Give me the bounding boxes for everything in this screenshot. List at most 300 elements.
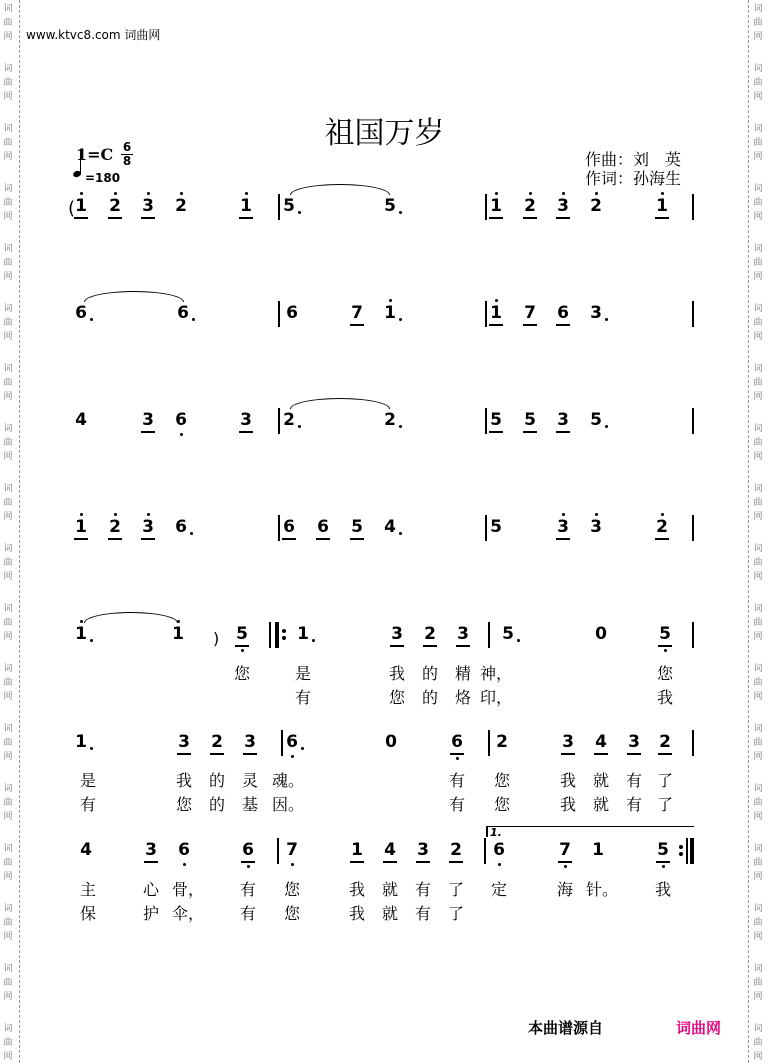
note: 1: [172, 624, 184, 644]
watermark-char: 曲: [753, 1038, 763, 1048]
augmentation-dot: [399, 425, 402, 428]
watermark-char: 曲: [753, 138, 763, 148]
lyric-char: 有: [448, 795, 465, 814]
watermark-char: 词: [753, 904, 763, 914]
watermark-char: 曲: [3, 618, 13, 628]
note: 4: [384, 517, 396, 537]
note: 1: [297, 624, 309, 644]
underline: [450, 753, 464, 755]
note: 3: [142, 517, 154, 537]
lyric-char: 心: [142, 880, 159, 899]
watermark-char: 曲: [753, 378, 763, 388]
low-octave-dot: [291, 863, 294, 866]
underline: [658, 645, 672, 647]
time-sig-bottom: 8: [122, 154, 132, 168]
lyric-char: 是: [294, 664, 311, 683]
note: 5: [490, 410, 502, 430]
note: 1: [75, 624, 87, 644]
bar-line: [485, 408, 487, 434]
bar-line: [278, 408, 280, 434]
lyric-char: 的: [208, 771, 225, 790]
underline: [489, 431, 503, 433]
lyric-char: 了: [656, 771, 673, 790]
watermark-char: 网: [3, 572, 13, 582]
underline: [656, 861, 670, 863]
watermark-char: 网: [753, 572, 763, 582]
watermark-char: 网: [3, 632, 13, 642]
watermark-char: 词: [753, 304, 763, 314]
lyric-char: 您: [283, 904, 300, 923]
lyric-char: 伞，: [172, 904, 205, 923]
watermark-char: 词: [753, 244, 763, 254]
underline: [350, 538, 364, 540]
watermark-char: 网: [3, 992, 13, 1002]
watermark-char: 词: [753, 724, 763, 734]
low-octave-dot: [183, 863, 186, 866]
watermark-char: 词: [753, 664, 763, 674]
lyric-char: 我: [559, 771, 576, 790]
high-octave-dot: [562, 192, 565, 195]
lyric-char: 有: [239, 880, 256, 899]
underline: [561, 753, 575, 755]
watermark-char: 曲: [753, 438, 763, 448]
watermark-char: 网: [753, 332, 763, 342]
watermark-char: 曲: [753, 738, 763, 748]
high-octave-dot: [80, 192, 83, 195]
watermark-char: 词: [753, 484, 763, 494]
note: 2: [384, 410, 396, 430]
watermark-char: 网: [3, 392, 13, 402]
augmentation-dot: [605, 425, 608, 428]
lyric-char: 就: [592, 795, 609, 814]
lyric-char: 就: [592, 771, 609, 790]
watermark-char: 曲: [3, 858, 13, 868]
lyric-char: 有: [294, 688, 311, 707]
watermark-char: 曲: [3, 318, 13, 328]
lyric-char: 烙: [454, 688, 471, 707]
lyric-char: 您: [656, 664, 673, 683]
watermark-char: 网: [753, 812, 763, 822]
underline: [350, 324, 364, 326]
high-octave-dot: [495, 192, 498, 195]
watermark-char: 曲: [3, 498, 13, 508]
note: 6: [493, 840, 505, 860]
bar-line: [692, 301, 694, 327]
note: 7: [524, 303, 536, 323]
lyric-char: 因。: [272, 795, 305, 814]
watermark-char: 网: [753, 632, 763, 642]
bar-line: [275, 622, 279, 648]
lyric-char: 定: [490, 880, 507, 899]
augmentation-dot: [298, 211, 301, 214]
note: 0: [385, 732, 397, 752]
underline: [423, 645, 437, 647]
lyric-char: 了: [656, 795, 673, 814]
song-title: 祖国万岁: [324, 116, 445, 151]
watermark-char: 词: [3, 4, 13, 14]
note: 1: [75, 517, 87, 537]
bar-line: [278, 194, 280, 220]
bar-line: [692, 408, 694, 434]
note: 5: [502, 624, 514, 644]
watermark-char: 词: [753, 544, 763, 554]
lyric-char: 您: [233, 664, 250, 683]
watermark-char: 曲: [753, 318, 763, 328]
note: 2: [109, 517, 121, 537]
lyric-char: 骨，: [172, 880, 205, 899]
note: 2: [659, 732, 671, 752]
note: 3: [628, 732, 640, 752]
note: 4: [80, 840, 92, 860]
repeat-dots: [282, 626, 286, 643]
underline: [282, 538, 296, 540]
underline: [655, 538, 669, 540]
note: 3: [391, 624, 403, 644]
underline: [350, 861, 364, 863]
tie-arc: [84, 612, 178, 623]
watermark-char: 词: [3, 424, 13, 434]
note: 6: [178, 840, 190, 860]
note: 3: [557, 410, 569, 430]
low-octave-dot: [291, 755, 294, 758]
augmentation-dot: [399, 318, 402, 321]
lyric-char: 我: [175, 771, 192, 790]
note: 2: [524, 196, 536, 216]
quarter-note-stem: [80, 150, 81, 175]
lyric-char: 有: [79, 795, 96, 814]
high-octave-dot: [147, 192, 150, 195]
footer-source-text: 本曲谱源自: [528, 1019, 604, 1037]
augmentation-dot: [298, 425, 301, 428]
watermark-char: 网: [753, 392, 763, 402]
watermark-char: 网: [753, 512, 763, 522]
high-octave-dot: [661, 513, 664, 516]
note: 3: [142, 196, 154, 216]
lyric-char: 我: [559, 795, 576, 814]
bar-line: [485, 194, 487, 220]
underline: [235, 645, 249, 647]
underline: [210, 753, 224, 755]
underline: [144, 861, 158, 863]
note: 6: [286, 303, 298, 323]
lyric-char: 我: [656, 688, 673, 707]
bar-line: [281, 730, 283, 756]
augmentation-dot: [399, 211, 402, 214]
watermark-char: 曲: [753, 258, 763, 268]
underline: [74, 538, 88, 540]
lyric-char: 就: [381, 880, 398, 899]
watermark-char: 网: [3, 152, 13, 162]
note: 3: [142, 410, 154, 430]
underline: [74, 217, 88, 219]
note: 3: [557, 517, 569, 537]
note: 1: [75, 732, 87, 752]
note: 2: [496, 732, 508, 752]
bar-line: [277, 838, 279, 864]
lyric-char: 有: [625, 795, 642, 814]
watermark-char: 词: [3, 64, 13, 74]
augmentation-dot: [312, 639, 315, 642]
watermark-char: 曲: [753, 498, 763, 508]
watermark-char: 词: [3, 844, 13, 854]
high-octave-dot: [114, 192, 117, 195]
note: 2: [450, 840, 462, 860]
lyric-char: 就: [381, 904, 398, 923]
watermark-char: 词: [3, 184, 13, 194]
note: 6: [177, 303, 189, 323]
watermark-char: 词: [3, 964, 13, 974]
low-octave-dot: [180, 433, 183, 436]
high-octave-dot: [495, 299, 498, 302]
lyric-char: 海: [556, 880, 573, 899]
site-url[interactable]: www.ktvc8.com 词曲网: [26, 28, 161, 42]
intro-close-paren: ): [213, 629, 220, 648]
watermark-char: 曲: [3, 198, 13, 208]
high-octave-dot: [180, 192, 183, 195]
watermark-char: 网: [3, 752, 13, 762]
lyric-char: 有: [625, 771, 642, 790]
note: 6: [317, 517, 329, 537]
augmentation-dot: [190, 532, 193, 535]
underline: [556, 431, 570, 433]
lyric-char: 主: [79, 880, 96, 899]
underline: [489, 324, 503, 326]
high-octave-dot: [147, 513, 150, 516]
note: 3: [240, 410, 252, 430]
watermark-char: 网: [3, 32, 13, 42]
underline: [523, 431, 537, 433]
watermark-char: 曲: [753, 978, 763, 988]
watermark-char: 词: [3, 904, 13, 914]
note: 1: [384, 303, 396, 323]
bar-line: [488, 622, 490, 648]
watermark-char: 网: [3, 872, 13, 882]
note: 6: [283, 517, 295, 537]
bar-line: [278, 301, 280, 327]
high-octave-dot: [80, 513, 83, 516]
watermark-char: 曲: [753, 198, 763, 208]
watermark-char: 网: [3, 272, 13, 282]
augmentation-dot: [605, 318, 608, 321]
note: 3: [590, 517, 602, 537]
underline: [177, 753, 191, 755]
watermark-char: 词: [753, 64, 763, 74]
high-octave-dot: [595, 513, 598, 516]
watermark-char: 网: [753, 692, 763, 702]
augmentation-dot: [301, 747, 304, 750]
underline: [556, 538, 570, 540]
underline: [239, 217, 253, 219]
note: 6: [557, 303, 569, 323]
watermark-char: 曲: [3, 138, 13, 148]
note: 3: [145, 840, 157, 860]
underline: [627, 753, 641, 755]
note: 3: [457, 624, 469, 644]
note: 1: [592, 840, 604, 860]
bar-line: [692, 515, 694, 541]
watermark-char: 词: [753, 844, 763, 854]
watermark-char: 曲: [3, 78, 13, 88]
note: 2: [656, 517, 668, 537]
lyric-char: 您: [493, 771, 510, 790]
note: 5: [283, 196, 295, 216]
watermark-char: 词: [753, 964, 763, 974]
bar-line: [278, 515, 280, 541]
footer-brand[interactable]: 词曲网: [676, 1019, 722, 1037]
note: 7: [286, 840, 298, 860]
note: 6: [175, 410, 187, 430]
tie-arc: [84, 291, 184, 302]
watermark-char: 词: [753, 124, 763, 134]
note: 5: [590, 410, 602, 430]
watermark-char: 曲: [753, 78, 763, 88]
lyric-char: 我: [348, 904, 365, 923]
watermark-char: 词: [3, 484, 13, 494]
note: 6: [451, 732, 463, 752]
watermark-char: 网: [3, 512, 13, 522]
left-border-line: [19, 0, 20, 1063]
underline: [449, 861, 463, 863]
watermark-char: 网: [3, 212, 13, 222]
bar-line: [269, 622, 271, 648]
watermark-char: 网: [3, 452, 13, 462]
lyric-char: 基: [241, 795, 258, 814]
low-octave-dot: [241, 649, 244, 652]
lyric-char: 您: [388, 688, 405, 707]
low-octave-dot: [664, 649, 667, 652]
low-octave-dot: [456, 757, 459, 760]
underline: [556, 324, 570, 326]
tie-arc: [290, 184, 390, 195]
high-octave-dot: [245, 192, 248, 195]
note: 3: [417, 840, 429, 860]
note: 1: [490, 303, 502, 323]
note: 1: [351, 840, 363, 860]
augmentation-dot: [90, 318, 93, 321]
note: 3: [178, 732, 190, 752]
lyric-char: 有: [448, 771, 465, 790]
underline: [658, 753, 672, 755]
high-octave-dot: [80, 620, 83, 623]
watermark-char: 词: [3, 124, 13, 134]
lyric-char: 我: [348, 880, 365, 899]
lyric-char: 护: [142, 904, 159, 923]
underline: [556, 217, 570, 219]
lyric-char: 我: [388, 664, 405, 683]
watermark-char: 曲: [3, 978, 13, 988]
repeat-dots: [679, 842, 683, 859]
low-octave-dot: [247, 865, 250, 868]
bar-line: [692, 730, 694, 756]
watermark-char: 网: [753, 932, 763, 942]
lyric-char: 的: [421, 664, 438, 683]
watermark-char: 网: [753, 32, 763, 42]
underline: [523, 324, 537, 326]
underline: [523, 217, 537, 219]
note: 1: [490, 196, 502, 216]
note: 5: [657, 840, 669, 860]
underline: [239, 431, 253, 433]
note: 4: [384, 840, 396, 860]
augmentation-dot: [192, 318, 195, 321]
note: 1: [75, 196, 87, 216]
underline: [655, 217, 669, 219]
lyric-char: 了: [447, 880, 464, 899]
underline: [489, 217, 503, 219]
note: 7: [351, 303, 363, 323]
low-octave-dot: [662, 865, 665, 868]
underline: [456, 645, 470, 647]
lyric-char: 神，: [480, 664, 513, 683]
note: 6: [75, 303, 87, 323]
intro-open-paren: (: [68, 198, 76, 219]
note: 5: [351, 517, 363, 537]
lyric-char: 您: [175, 795, 192, 814]
underline: [243, 753, 257, 755]
watermark-char: 网: [753, 212, 763, 222]
note: 1: [656, 196, 668, 216]
underline: [141, 431, 155, 433]
watermark-char: 网: [753, 992, 763, 1002]
note: 6: [242, 840, 254, 860]
underline: [390, 645, 404, 647]
watermark-char: 词: [3, 244, 13, 254]
note: 2: [283, 410, 295, 430]
note: 2: [590, 196, 602, 216]
bar-line: [488, 730, 490, 756]
time-sig-top: 6: [122, 140, 132, 154]
bar-line: [686, 838, 688, 864]
lyric-char: 了: [447, 904, 464, 923]
watermark-char: 词: [3, 304, 13, 314]
watermark-char: 曲: [3, 18, 13, 28]
watermark-char: 网: [753, 1052, 763, 1062]
watermark-char: 曲: [753, 18, 763, 28]
watermark-char: 曲: [3, 258, 13, 268]
watermark-char: 词: [3, 664, 13, 674]
watermark-char: 词: [3, 544, 13, 554]
volta-label: 1.: [490, 826, 502, 839]
watermark-char: 网: [753, 872, 763, 882]
note: 5: [490, 517, 502, 537]
watermark-char: 词: [753, 184, 763, 194]
bar-line: [692, 194, 694, 220]
watermark-char: 词: [753, 4, 763, 14]
bar-line: [484, 838, 486, 864]
high-octave-dot: [595, 192, 598, 195]
note: 5: [384, 196, 396, 216]
watermark-char: 曲: [3, 378, 13, 388]
right-border-line: [748, 0, 749, 1063]
note: 4: [595, 732, 607, 752]
augmentation-dot: [90, 747, 93, 750]
watermark-char: 网: [753, 152, 763, 162]
lyric-char: 您: [493, 795, 510, 814]
lyric-char: 您: [283, 880, 300, 899]
watermark-char: 网: [3, 812, 13, 822]
note: 5: [236, 624, 248, 644]
note: 3: [590, 303, 602, 323]
high-octave-dot: [529, 192, 532, 195]
watermark-char: 网: [3, 932, 13, 942]
underline: [416, 861, 430, 863]
watermark-char: 词: [3, 364, 13, 374]
watermark-char: 网: [3, 332, 13, 342]
high-octave-dot: [389, 299, 392, 302]
lyric-char: 我: [654, 880, 671, 899]
note: 4: [75, 410, 87, 430]
lyric-char: 是: [79, 771, 96, 790]
